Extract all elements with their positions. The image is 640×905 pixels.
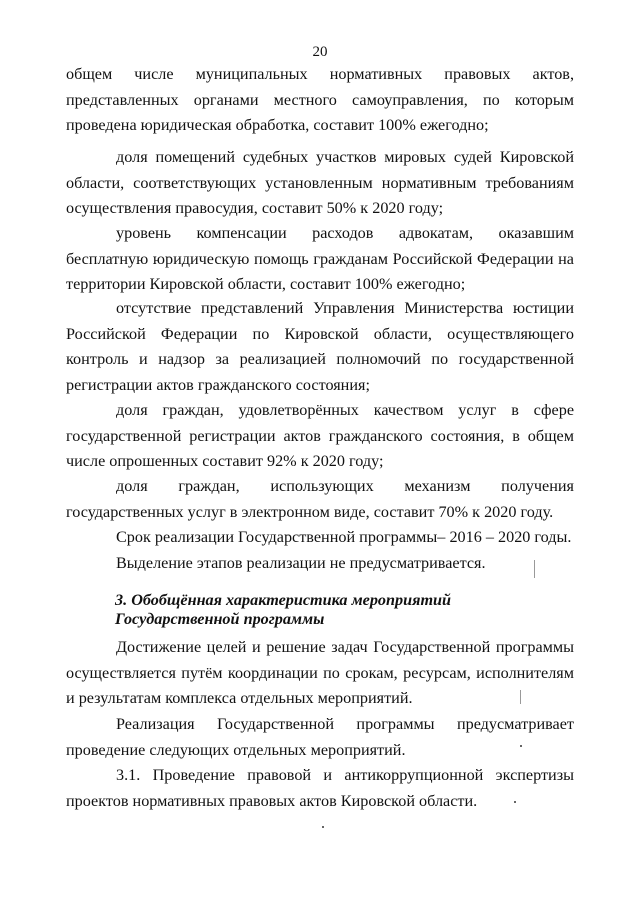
- scan-artifact: [514, 801, 516, 803]
- paragraph-program-activities: Реализация Государственной программы предусматривает проведение следующих отдельных мероприятий.: [66, 715, 574, 759]
- paragraph-electronic-services: доля граждан, использующих механизм получения государственных услуг в электронном виде, составит 70% к 2020 году.: [66, 477, 574, 521]
- paragraph-court-premises: доля помещений судебных участков мировых судей Кировской области, соответствующих установленным нормативным требованиям осуществления правосудия, составит 50% к 2020 году;: [66, 148, 574, 218]
- scan-artifact: [520, 745, 522, 747]
- paragraph-program-term: Срок реализации Государственной программы– 2016 – 2020 годы.: [116, 528, 572, 546]
- paragraph-registration-satisfaction: доля граждан, удовлетворённых качеством услуг в сфере государственной регистрации актов гражданского состояния, в общем числе опрошенных составит 92% к 2020 году;: [66, 401, 574, 471]
- page-number: 20: [312, 44, 328, 60]
- paragraph-expertise: 3.1. Проведение правовой и антикоррупционной экспертизы проектов нормативных правовых актов Кировской области.: [66, 766, 574, 810]
- paragraph-achievement-goals: Достижение целей и решение задач Государственной программы осуществляется путём координации по срокам, ресурсам, исполнителям и результатам комплекса отдельных мероприятий.: [66, 638, 574, 708]
- paragraph-lawyer-compensation: уровень компенсации расходов адвокатам, оказавшим бесплатную юридическую помощь гражданам Российской Федерации на территории Кировской области, составит 100% ежегодно;: [66, 224, 574, 294]
- scan-artifact: [534, 560, 535, 578]
- section-heading: 3. Обобщённая характеристика мероприятий Государственной программы: [115, 591, 452, 628]
- paragraph-ministry-submissions: отсутствие представлений Управления Министерства юстиции Российской Федерации по Кировской области, осуществляющего контроль и надзор за реализацией полномочий по государственной регистрации актов гражданского состояния;: [66, 299, 574, 394]
- scan-artifact: [322, 826, 324, 828]
- paragraph-municipal-acts: общем числе муниципальных нормативных правовых актов, представленных органами местного самоуправления, по которым проведена юридическая обработка, составит 100% ежегодно;: [66, 65, 574, 135]
- paragraph-no-stages: Выделение этапов реализации не предусматривается.: [116, 554, 486, 572]
- scan-artifact: [520, 690, 521, 704]
